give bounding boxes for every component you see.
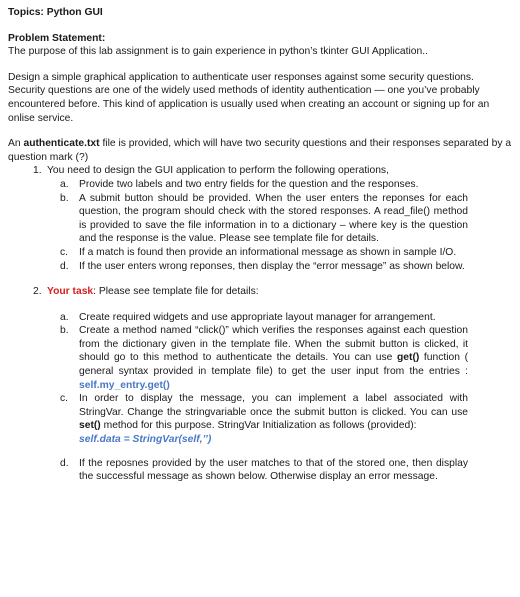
sub-item-2c: c. In order to display the message, you can implement a label associated with StringVar. Change the stringvariable once the submit button is clicked. You can use set() method for this purpose. StringVar Initialization as follows (provided): — [60, 393, 468, 432]
file-name: authenticate.txt — [23, 138, 100, 150]
item-text: Your task: Please see template file for details: — [47, 286, 259, 298]
topics-text: Topics: Python GUI — [8, 7, 103, 18]
sublist-1 — [8, 178, 512, 273]
intro-paragraph: Design a simple graphical application to authenticate user responses against some security questions. Security questions are one of the widely used methods of identity authentication — one you’ve probably encountered before. This kind of application is usually used when creating an account or signing up for an onlise service. — [8, 71, 490, 124]
sublist-2 — [8, 311, 512, 484]
sub-item-2a: a. Create required widgets and use appropriate layout manager for arrangement. — [60, 311, 436, 323]
item-text: You need to design the GUI application to perform the following operations, — [47, 165, 389, 177]
sub-item-1a: a. Provide two labels and two entry fields for the question and the responses. — [60, 178, 419, 190]
list-item-1 — [8, 164, 512, 178]
purpose-text: The purpose of this lab assignment is to gain experience in python’s tkinter GUI Application.. — [8, 46, 428, 58]
set-method: set() — [79, 420, 101, 432]
stringvar-code: self.data = StringVar(self,’’) — [79, 434, 212, 446]
sub-item-1b: b. A submit button should be provided. When the user enters the reponses for each question, the program should check with the stored responses. A read_file() method is provided to save the file information in to a dictionary – where key is the question and the response is the value. Please see template file for details. — [60, 192, 468, 245]
problem-heading: Problem Statement: — [8, 32, 106, 44]
item-number: 1. — [33, 165, 42, 177]
sub-item-1d: d. If the user enters wrong reponses, then display the “error message” as shown below. — [60, 260, 465, 272]
item-number: 2. — [33, 286, 42, 298]
your-task-label: Your task — [47, 286, 94, 298]
sub-item-2b: b. Create a method named “click()” which verifies the responses against each question from the dictionary given in the template file. When the submit button is clicked, it should go to this method to authenticate the details. You can use get() function ( general syntax provided in template file) to get the user input from the entries : self.my_entry.get() — [60, 325, 469, 391]
get-method: get() — [397, 352, 420, 364]
sub-item-2d: d. If the reposnes provided by the user matches to that of the stored one, then display the successful message as shown below. Otherwise display an error message. — [60, 457, 468, 483]
topics-line — [8, 6, 512, 20]
entry-get-code: self.my_entry.get() — [79, 379, 170, 391]
sub-item-1c: c. If a match is found then provide an informational message as shown in sample I/O. — [60, 246, 457, 258]
file-paragraph: An authenticate.txt file is provided, which will have two security questions and their responses separated by a question mark (?) — [8, 138, 512, 163]
list-item-2 — [8, 285, 512, 299]
